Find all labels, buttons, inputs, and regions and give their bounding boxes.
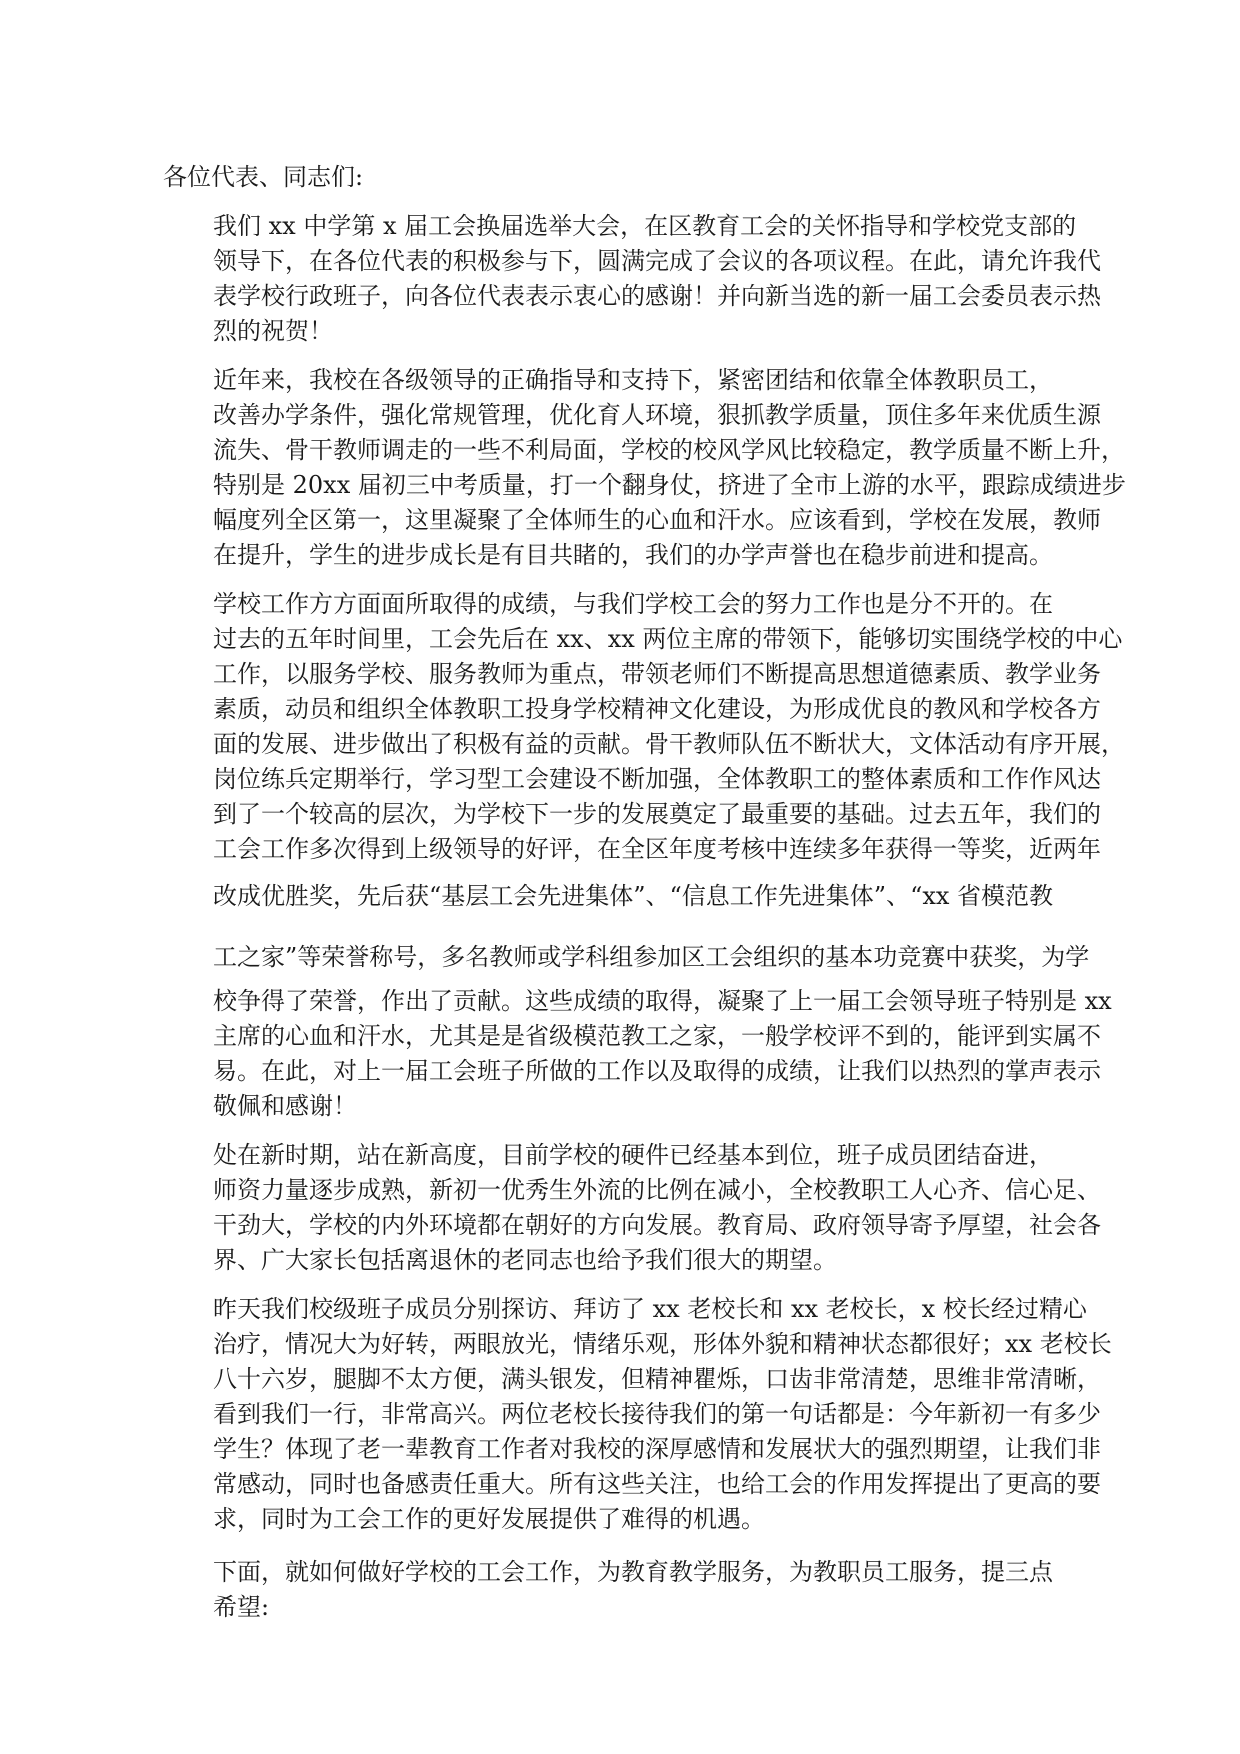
text-line: 昨天我们校级班子成员分别探访、拜访了 xx 老校长和 xx 老校长，x 校长经过精心 bbox=[213, 1295, 1087, 1323]
text-line: 表学校行政班子，向各位代表表示衷心的感谢！并向新当选的新一届工会委员表示热 bbox=[213, 282, 1101, 310]
paragraph-5 bbox=[163, 1292, 1112, 1537]
text-line: 求，同时为工会工作的更好发展提供了难得的机遇。 bbox=[213, 1505, 765, 1533]
text-line: 流失、骨干教师调走的一些不利局面，学校的校风学风比较稳定，教学质量不断上升， bbox=[213, 436, 1125, 464]
text-line: 学生？体现了老一辈教育工作者对我校的深厚感情和发展状大的强烈期望，让我们非 bbox=[213, 1435, 1101, 1463]
text-line: 特别是 20xx 届初三中考质量，打一个翻身仗，挤进了全市上游的水平，跟踪成绩进步 bbox=[213, 471, 1126, 499]
text-line: 在提升，学生的进步成长是有目共睹的，我们的办学声誉也在稳步前进和提高。 bbox=[213, 541, 1053, 569]
text-line: 下面，就如何做好学校的工会工作，为教育教学服务，为教职员工服务，提三点 bbox=[213, 1558, 1053, 1586]
text-line: 校争得了荣誉，作出了贡献。这些成绩的取得，凝聚了上一届工会领导班子特别是 xx bbox=[213, 987, 1112, 1015]
text-line: 我们 xx 中学第 x 届工会换届选举大会，在区教育工会的关怀指导和学校党支部的 bbox=[213, 212, 1077, 240]
text-line: 处在新时期，站在新高度，目前学校的硬件已经基本到位，班子成员团结奋进， bbox=[213, 1141, 1053, 1169]
text-line: 师资力量逐步成熟，新初一优秀生外流的比例在减小，全校教职工人心齐、信心足、 bbox=[213, 1176, 1101, 1204]
paragraph-2 bbox=[163, 363, 1126, 573]
text-line: 烈的祝贺！ bbox=[213, 317, 333, 345]
text-line: 到了一个较高的层次，为学校下一步的发展奠定了最重要的基础。过去五年，我们的 bbox=[213, 800, 1101, 828]
text-line: 改成优胜奖，先后获“基层工会先进集体”、“信息工作先进集体”、“xx 省模范教 bbox=[213, 882, 1054, 910]
text-line: 八十六岁，腿脚不太方便，满头银发，但精神瞿烁，口齿非常清楚，思维非常清晰， bbox=[213, 1365, 1101, 1393]
text-line: 工作，以服务学校、服务教师为重点，带领老师们不断提高思想道德素质、教学业务 bbox=[213, 660, 1101, 688]
text-line: 干劲大，学校的内外环境都在朝好的方向发展。教育局、政府领导寄予厚望，社会各 bbox=[213, 1211, 1101, 1239]
text-line: 改善办学条件，强化常规管理，优化育人环境，狠抓教学质量，顶住多年来优质生源 bbox=[213, 401, 1101, 429]
text-line: 工会工作多次得到上级领导的好评，在全区年度考核中连续多年获得一等奖，近两年 bbox=[213, 835, 1101, 863]
text-line: 希望: bbox=[213, 1593, 270, 1621]
paragraph-3 bbox=[163, 587, 1125, 1124]
text-line: 面的发展、进步做出了积极有益的贡献。骨干教师队伍不断状大，文体活动有序开展， bbox=[213, 730, 1125, 758]
text-line: 易。在此，对上一届工会班子所做的工作以及取得的成绩，让我们以热烈的掌声表示 bbox=[213, 1057, 1101, 1085]
text-line: 领导下，在各位代表的积极参与下，圆满完成了会议的各项议程。在此，请允许我代 bbox=[213, 247, 1101, 275]
text-line: 学校工作方方面面所取得的成绩，与我们学校工会的努力工作也是分不开的。在 bbox=[213, 590, 1053, 618]
paragraph-1 bbox=[163, 209, 1101, 349]
text-line: 幅度列全区第一，这里凝聚了全体师生的心血和汗水。应该看到，学校在发展，教师 bbox=[213, 506, 1101, 534]
paragraph-6 bbox=[163, 1555, 1095, 1625]
paragraph-4 bbox=[163, 1138, 1101, 1278]
text-line: 过去的五年时间里，工会先后在 xx、xx 两位主席的带领下，能够切实围绕学校的中心 bbox=[213, 625, 1123, 653]
text-line: 治疗，情况大为好转，两眼放光，情绪乐观，形体外貌和精神状态都很好；xx 老校长 bbox=[213, 1330, 1112, 1358]
text-line: 近年来，我校在各级领导的正确指导和支持下，紧密团结和依靠全体教职员工， bbox=[213, 366, 1053, 394]
greeting: 各位代表、同志们: bbox=[163, 163, 364, 191]
text-line: 工之家”等荣誉称号，多名教师或学科组参加区工会组织的基本功竞赛中获奖，为学 bbox=[213, 943, 1090, 971]
text-line: 看到我们一行，非常高兴。两位老校长接待我们的第一句话都是：今年新初一有多少 bbox=[213, 1400, 1101, 1428]
text-line: 岗位练兵定期举行，学习型工会建设不断加强，全体教职工的整体素质和工作作风达 bbox=[213, 765, 1101, 793]
text-line: 敬佩和感谢！ bbox=[213, 1092, 357, 1120]
text-line: 界、广大家长包括离退休的老同志也给予我们很大的期望。 bbox=[213, 1246, 837, 1274]
text-line: 常感动，同时也备感责任重大。所有这些关注，也给工会的作用发挥提出了更高的要 bbox=[213, 1470, 1101, 1498]
text-line: 素质，动员和组织全体教职工投身学校精神文化建设，为形成优良的教风和学校各方 bbox=[213, 695, 1101, 723]
text-line: 主席的心血和汗水，尤其是是省级模范教工之家，一般学校评不到的，能评到实属不 bbox=[213, 1022, 1101, 1050]
